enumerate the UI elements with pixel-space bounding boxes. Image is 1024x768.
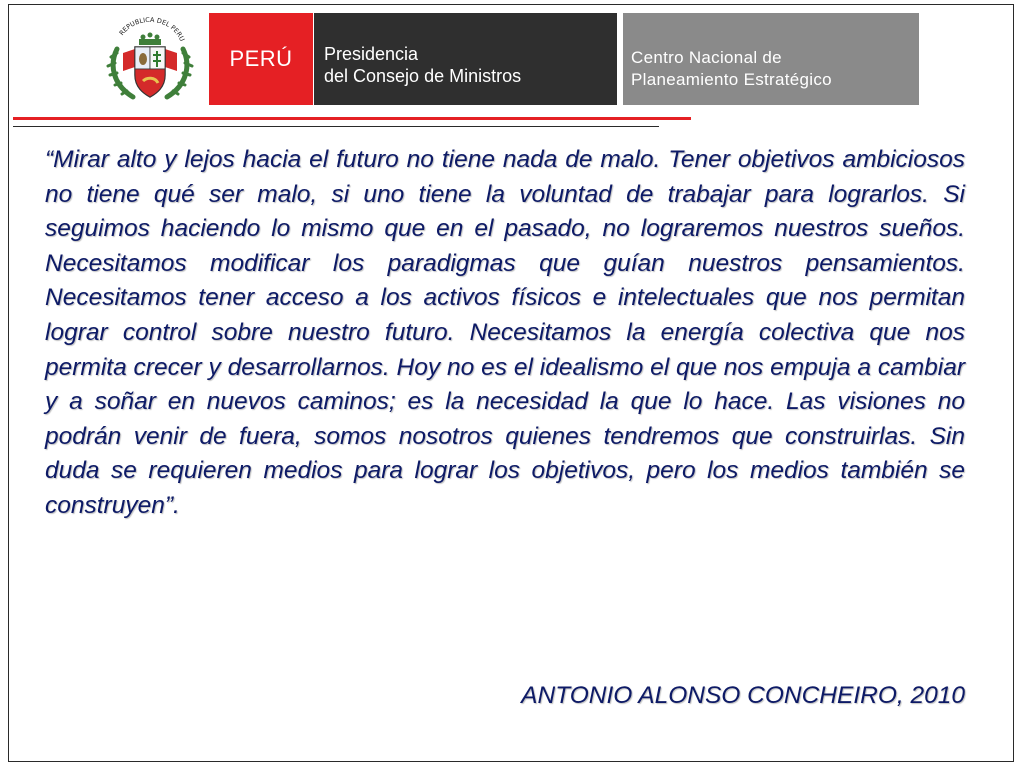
pcm-label-box bbox=[313, 13, 617, 105]
peru-label-box bbox=[209, 13, 313, 105]
coat-of-arms-icon bbox=[101, 13, 199, 105]
ceplan-line-1: Centro Nacional de bbox=[631, 48, 782, 67]
pcm-line-1: Presidencia bbox=[324, 44, 419, 64]
header-banner bbox=[101, 13, 931, 105]
quote-author: ANTONIO ALONSO CONCHEIRO, 2010 bbox=[521, 682, 965, 709]
quote-text: “Mirar alto y lejos hacia el futuro no tiene nada de malo. Tener objetivos ambiciosos no tiene qué ser malo, si uno tiene la voluntad de trabajar para lograrlos. Si seguimos haciendo lo mismo que en el pasado, no lograremos nuestros sueños. Necesitamos modificar los paradigmas que guían nuestros pensamientos. Necesitamos tener acceso a los activos físicos e intelectuales que nos permitan lograr control sobre nuestro futuro. Necesitamos la energía colectiva que nos permita crecer y desarrollarnos. Hoy no es el idealismo el que nos empuja a cambiar y a soñar en nuevos caminos; es la necesidad la que lo hace. Las visiones no podrán venir de fuera, somos nosotros quienes tendremos que construirlas. Sin duda se requieren medios para lograr los objetivos, pero los medios también se construyen”. bbox=[45, 146, 965, 519]
black-divider bbox=[13, 126, 659, 127]
coat-of-arms-text: REPUBLICA DEL PERU bbox=[117, 15, 187, 43]
coat-of-arms-graphic bbox=[101, 13, 199, 105]
red-divider bbox=[13, 117, 691, 120]
peru-label: PERÚ bbox=[229, 46, 293, 71]
slide bbox=[8, 4, 1014, 762]
ceplan-label-box bbox=[623, 13, 919, 105]
ceplan-line-2: Planeamiento Estratégico bbox=[631, 70, 832, 89]
pcm-line-2: del Consejo de Ministros bbox=[324, 66, 522, 86]
